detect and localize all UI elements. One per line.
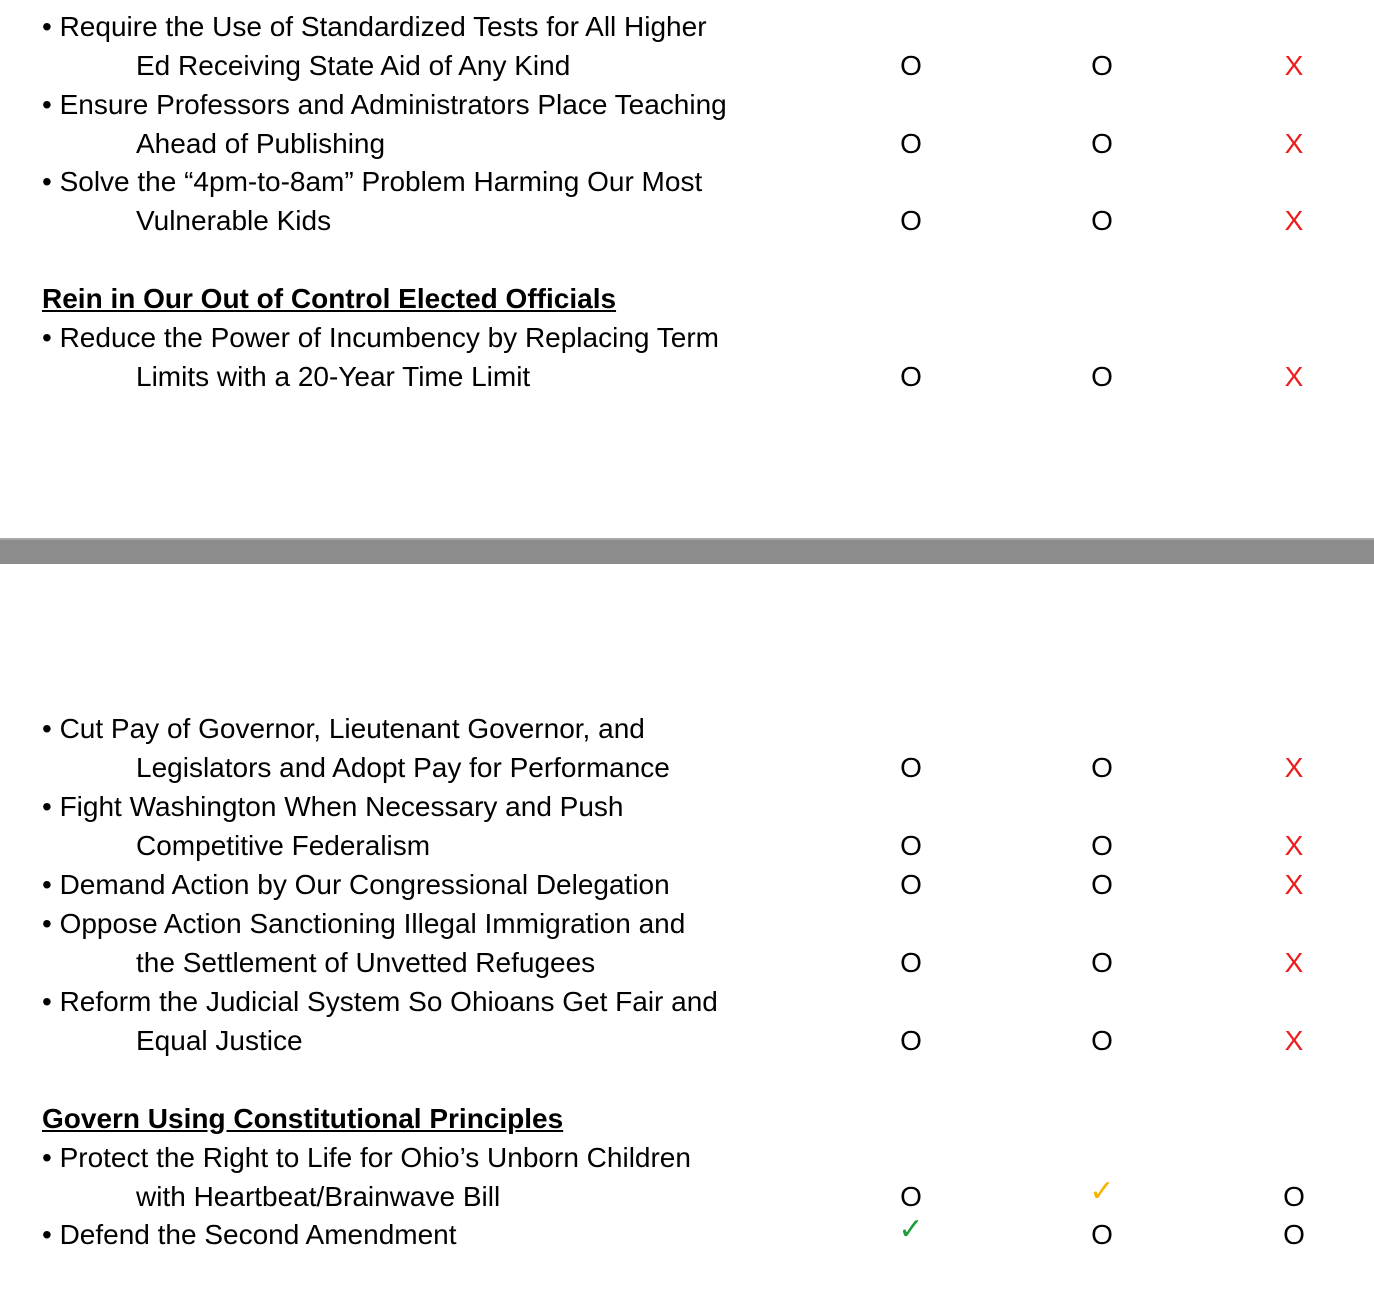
x-mark-icon: X [1284,752,1304,783]
list-item-line: Legislators and Adopt Pay for Performance [136,752,670,783]
page-break-divider [0,538,1374,564]
list-item-row [0,865,1374,904]
list-item-line: • Fight Washington When Necessary and Push [42,791,624,822]
list-item-row [0,124,1374,163]
list-item-row [0,201,1374,240]
section-heading: Rein in Our Out of Control Elected Officials [42,283,617,314]
list-item-line: • Oppose Action Sanctioning Illegal Immigration and [42,908,686,939]
list-item-row [0,1177,1374,1216]
list-item-row [0,943,1374,982]
x-mark-icon: X [1284,50,1304,81]
list-item-line: Ed Receiving State Aid of Any Kind [136,50,571,81]
list-item-row [0,1021,1374,1060]
list-item-line: Limits with a 20-Year Time Limit [136,361,531,392]
circle-mark: O [900,947,922,978]
x-mark-icon: X [1284,830,1304,861]
list-item-row [0,357,1374,396]
list-item-line: • Demand Action by Our Congressional Delegation [42,869,670,900]
green-check-icon: ✓ [898,1213,924,1246]
circle-mark: O [1091,361,1113,392]
circle-mark: O [900,128,922,159]
section-heading-row [0,1099,1374,1138]
x-mark-icon: X [1284,1025,1304,1056]
circle-mark: O [900,205,922,236]
circle-mark: O [1091,752,1113,783]
list-item-line: • Cut Pay of Governor, Lieutenant Governor, and [42,713,645,744]
list-item-text [0,7,1374,46]
list-item-row [0,46,1374,85]
circle-mark: O [900,50,922,81]
circle-mark: O [900,1025,922,1056]
x-mark-icon: X [1284,869,1304,900]
circle-mark: O [1283,1219,1305,1250]
list-item-line: • Ensure Professors and Administrators Place Teaching [42,89,727,120]
list-item-row [0,1215,1374,1254]
x-mark-icon: X [1284,361,1304,392]
list-item-line: • Reduce the Power of Incumbency by Replacing Term [42,322,719,353]
list-item-line: • Defend the Second Amendment [42,1219,457,1250]
list-item-row [0,826,1374,865]
circle-mark: O [900,869,922,900]
list-item-line: Vulnerable Kids [136,205,332,236]
list-item-line: with Heartbeat/Brainwave Bill [136,1181,501,1212]
circle-mark: O [1091,205,1113,236]
circle-mark: O [1283,1181,1305,1212]
section-heading-row [0,279,1374,318]
list-item-text [0,787,1374,826]
circle-mark: O [1091,830,1113,861]
circle-mark: O [1091,50,1113,81]
list-item-text [0,982,1374,1021]
orange-check-icon: ✓ [1089,1175,1115,1208]
circle-mark: O [900,361,922,392]
list-item-line: Equal Justice [136,1025,303,1056]
x-mark-icon: X [1284,128,1304,159]
document-page-top [0,0,1374,538]
circle-mark: O [1091,869,1113,900]
list-item-row [0,748,1374,787]
list-item-text [0,318,1374,357]
list-item-text [0,709,1374,748]
list-item-line: Competitive Federalism [136,830,431,861]
list-item-text [0,904,1374,943]
list-item-line: • Require the Use of Standardized Tests for All Higher [42,11,707,42]
document-page-bottom [0,564,1374,1308]
circle-mark: O [900,1181,922,1212]
circle-mark: O [1091,1219,1113,1250]
list-item-text [0,162,1374,201]
circle-mark: O [1091,947,1113,978]
circle-mark: O [900,830,922,861]
section-heading: Govern Using Constitutional Principles [42,1103,564,1134]
x-mark-icon: X [1284,947,1304,978]
list-item-line: Ahead of Publishing [136,128,386,159]
list-item-text [0,1138,1374,1177]
list-item-line: • Solve the “4pm-to-8am” Problem Harming Our Most [42,166,703,197]
list-item-line: • Reform the Judicial System So Ohioans Get Fair and [42,986,718,1017]
circle-mark: O [1091,128,1113,159]
x-mark-icon: X [1284,205,1304,236]
circle-mark: O [900,752,922,783]
list-item-line: • Protect the Right to Life for Ohio’s Unborn Children [42,1142,691,1173]
list-item-line: the Settlement of Unvetted Refugees [136,947,596,978]
list-item-text [0,85,1374,124]
circle-mark: O [1091,1025,1113,1056]
